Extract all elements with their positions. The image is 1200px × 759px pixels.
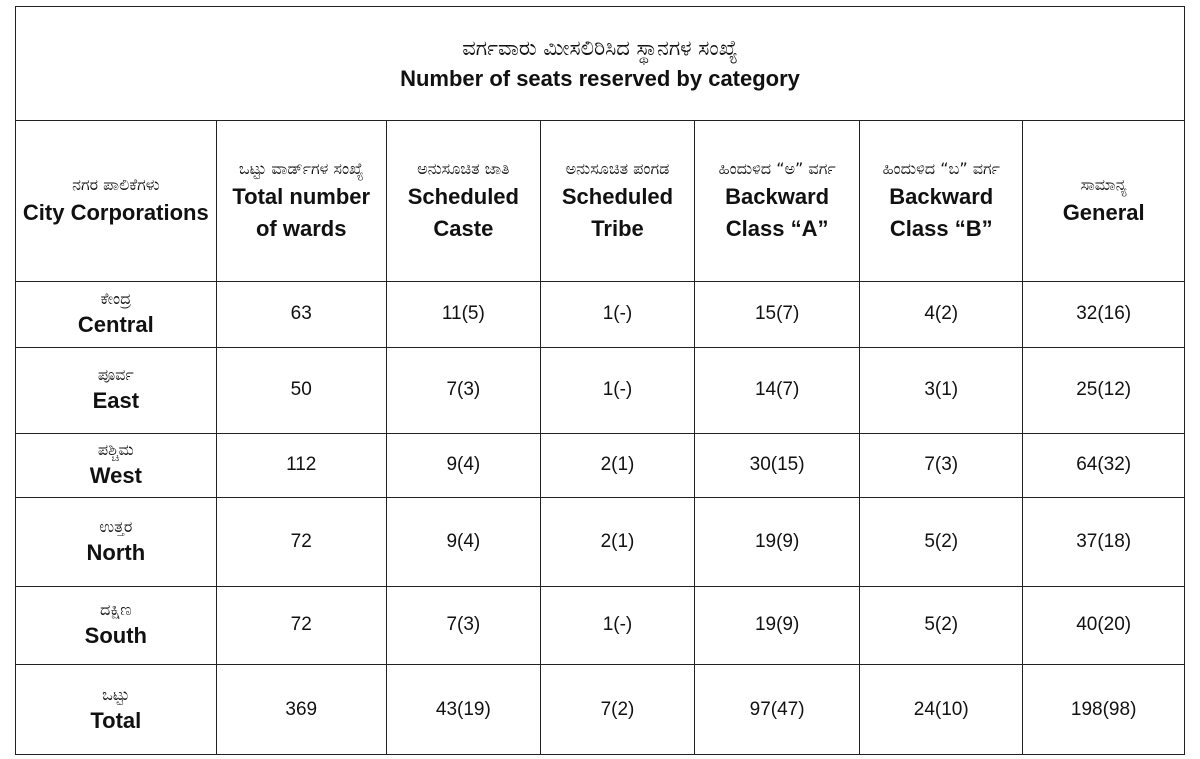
header-kannada: ಹಿಂದುಳಿದ “ಬ” ವರ್ಗ: [882, 159, 1000, 179]
header-kannada: ಸಾಮಾನ್ಯ: [1080, 175, 1127, 195]
cell-scheduled-caste: 43(19): [386, 664, 540, 755]
header-english: Scheduled Caste: [407, 184, 519, 242]
row-label-english: East: [92, 388, 140, 413]
table-row-total: [16, 664, 1184, 755]
header-english: General: [1062, 200, 1145, 226]
header-kannada: ಅನುಸೂಚಿತ ಜಾತಿ: [417, 159, 510, 179]
title-kannada: ವರ್ಗವಾರು ಮೀಸಲಿರಿಸಿದ ಸ್ಥಾನಗಳ ಸಂಖ್ಯೆ: [462, 35, 738, 60]
row-label-english: Total: [90, 707, 142, 733]
cell-scheduled-caste: 11(5): [386, 281, 540, 347]
header-kannada: ನಗರ ಪಾಲಿಕೆಗಳು: [72, 175, 160, 195]
cell-scheduled-tribe: 7(2): [540, 664, 694, 755]
row-label-kannada: ಉತ್ತರ: [99, 516, 133, 536]
cell-general: 32(16): [1023, 281, 1184, 347]
header-kannada: ಅನುಸೂಚಿತ ಪಂಗಡ: [565, 159, 670, 179]
cell-total-wards: 369: [216, 664, 386, 755]
header-general: [1023, 121, 1184, 281]
row-label-english: North: [86, 539, 146, 565]
cell-scheduled-tribe: 1(-): [540, 586, 694, 664]
cell-backward-class-a: 30(15): [695, 433, 860, 497]
cell-general: 198(98): [1023, 664, 1184, 755]
title-english: Number of seats reserved by category: [400, 65, 800, 91]
table-header-row: [16, 121, 1184, 281]
cell-total-wards: 72: [216, 497, 386, 586]
cell-backward-class-a: 19(9): [695, 586, 860, 664]
cell-backward-class-b: 5(2): [860, 586, 1023, 664]
cell-backward-class-b: 5(2): [860, 497, 1023, 586]
header-english: Backward Class “B”: [889, 184, 994, 242]
cell-scheduled-caste: 9(4): [386, 433, 540, 497]
cell-general: 40(20): [1023, 586, 1184, 664]
cell-backward-class-b: 7(3): [860, 433, 1023, 497]
row-label-kannada: ಕೇಂದ್ರ: [100, 289, 132, 308]
row-label: [16, 497, 216, 586]
header-city-corporations: [16, 121, 216, 281]
header-backward-class-a: [695, 121, 860, 281]
header-backward-class-b: [860, 121, 1023, 281]
cell-scheduled-caste: 9(4): [386, 497, 540, 586]
cell-backward-class-b: 3(1): [860, 347, 1023, 433]
header-scheduled-tribe: [540, 121, 694, 281]
table-row-east: [16, 347, 1184, 433]
cell-scheduled-tribe: 1(-): [540, 347, 694, 433]
row-label-kannada: ದಕ್ಷಿಣ: [100, 600, 132, 619]
header-total-wards: [216, 121, 386, 281]
row-label-english: South: [84, 623, 147, 648]
cell-scheduled-tribe: 2(1): [540, 497, 694, 586]
header-english: Scheduled Tribe: [561, 184, 674, 242]
cell-backward-class-a: 15(7): [695, 281, 860, 347]
header-english: City Corporations: [22, 200, 209, 226]
header-kannada: ಹಿಂದುಳಿದ “ಅ” ವರ್ಗ: [718, 159, 836, 179]
cell-total-wards: 72: [216, 586, 386, 664]
cell-backward-class-a: 14(7): [695, 347, 860, 433]
row-label: [16, 347, 216, 433]
row-label-kannada: ಪಶ್ಚಿಮ: [97, 440, 134, 459]
header-kannada: ಒಟ್ಟು ವಾರ್ಡ್‌ಗಳ ಸಂಖ್ಯೆ: [238, 159, 364, 179]
cell-backward-class-a: 97(47): [695, 664, 860, 755]
cell-backward-class-b: 24(10): [860, 664, 1023, 755]
cell-scheduled-tribe: 1(-): [540, 281, 694, 347]
row-label-english: Central: [77, 312, 154, 337]
row-label: [16, 281, 216, 347]
row-label: [16, 586, 216, 664]
row-label-kannada: ಒಟ್ಟು: [102, 684, 130, 704]
cell-backward-class-b: 4(2): [860, 281, 1023, 347]
table-title-block: [16, 7, 1184, 121]
table-row-central: [16, 281, 1184, 347]
row-label-english: West: [89, 463, 142, 488]
seats-reserved-table: [16, 121, 1184, 755]
cell-general: 64(32): [1023, 433, 1184, 497]
reservation-table-document: [15, 6, 1185, 755]
row-label: [16, 664, 216, 755]
cell-total-wards: 112: [216, 433, 386, 497]
row-label-kannada: ಪೂರ್ವ: [97, 365, 134, 384]
header-scheduled-caste: [386, 121, 540, 281]
table-row-north: [16, 497, 1184, 586]
table-row-south: [16, 586, 1184, 664]
row-label: [16, 433, 216, 497]
cell-total-wards: 63: [216, 281, 386, 347]
cell-general: 25(12): [1023, 347, 1184, 433]
header-english: Total number of wards: [232, 184, 371, 242]
cell-scheduled-caste: 7(3): [386, 347, 540, 433]
cell-scheduled-caste: 7(3): [386, 586, 540, 664]
header-english: Backward Class “A”: [725, 184, 830, 242]
table-row-west: [16, 433, 1184, 497]
cell-scheduled-tribe: 2(1): [540, 433, 694, 497]
cell-total-wards: 50: [216, 347, 386, 433]
cell-backward-class-a: 19(9): [695, 497, 860, 586]
cell-general: 37(18): [1023, 497, 1184, 586]
